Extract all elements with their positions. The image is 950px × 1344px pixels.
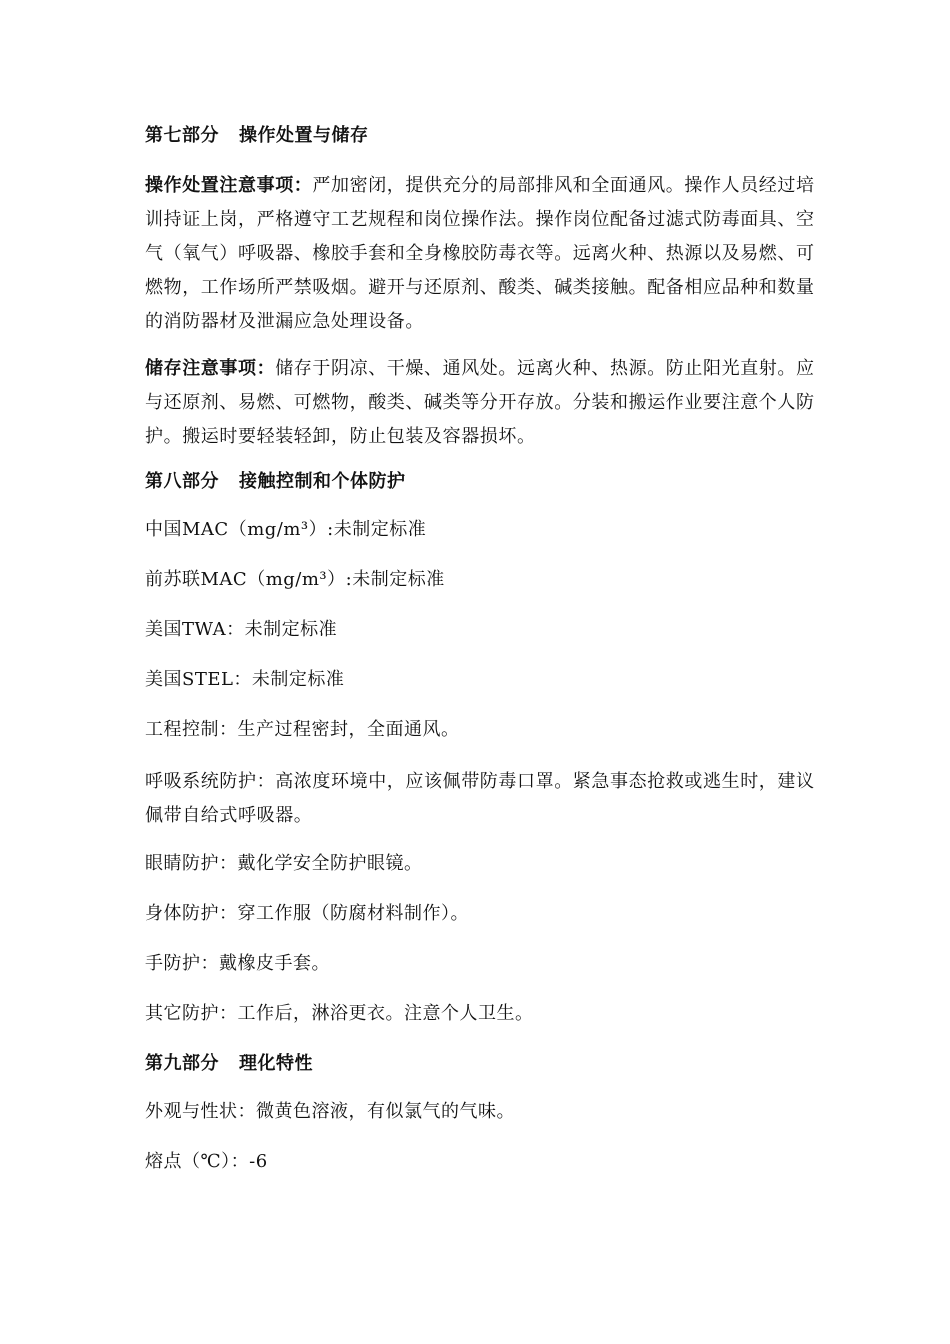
section-8-heading: [145, 467, 825, 497]
section-9-number: 第九部分: [145, 1053, 219, 1074]
engineering-control-line: 工程控制：生产过程密封，全面通风。: [145, 719, 460, 740]
appearance-line: 外观与性状：微黄色溶液，有似氯气的气味。: [145, 1101, 515, 1122]
handling-paragraph: [145, 169, 825, 339]
storage-text: 储存于阴凉、干燥、通风处。远离火种、热源。防止阳光直射。应与还原剂、易燃、可燃物，酸类、碱类等分开存放。分装和搬运作业要注意个人防护。搬运时要轻装轻卸，防止包装及容器损坏。: [145, 358, 815, 447]
section-9-heading: [145, 1049, 825, 1079]
ussr-mac-line: 前苏联MAC（mg/m³）:未制定标准: [145, 569, 445, 590]
body-protection-line: 身体防护：穿工作服（防腐材料制作）。: [145, 903, 469, 924]
storage-label: 储存注意事项：: [145, 358, 276, 379]
handling-label: 操作处置注意事项：: [145, 175, 313, 196]
section-9-title: 理化特性: [239, 1053, 313, 1074]
china-mac-line: 中国MAC（mg/m³）:未制定标准: [145, 519, 427, 540]
other-protection-line: 其它防护：工作后，淋浴更衣。注意个人卫生。: [145, 1003, 534, 1024]
document-content: [145, 121, 825, 1197]
melting-point-line: 熔点（℃）：-6: [145, 1151, 268, 1172]
handling-text: 严加密闭，提供充分的局部排风和全面通风。操作人员经过培训持证上岗，严格遵守工艺规程和岗位操作法。操作岗位配备过滤式防毒面具、空气（氧气）呼吸器、橡胶手套和全身橡胶防毒衣等。远离火种、热源以及易燃、可燃物，工作场所严禁吸烟。避开与还原剂、酸类、碱类接触。配备相应品种和数量的消防器材及泄漏应急处理设备。: [145, 175, 815, 332]
section-7-heading: [145, 121, 825, 151]
section-8-title: 接触控制和个体防护: [239, 471, 406, 492]
us-twa-line: 美国TWA：未制定标准: [145, 619, 338, 640]
eye-protection-line: 眼睛防护：戴化学安全防护眼镜。: [145, 853, 423, 874]
section-8-number: 第八部分: [145, 471, 219, 492]
storage-paragraph: [145, 352, 825, 454]
hand-protection-line: 手防护：戴橡皮手套。: [145, 953, 330, 974]
us-stel-line: 美国STEL：未制定标准: [145, 669, 345, 690]
section-7-number: 第七部分: [145, 125, 219, 146]
section-7-title: 操作处置与储存: [239, 125, 369, 146]
respiratory-protection-paragraph: 呼吸系统防护：高浓度环境中，应该佩带防毒口罩。紧急事态抢救或逃生时，建议佩带自给式呼吸器。: [145, 771, 815, 826]
